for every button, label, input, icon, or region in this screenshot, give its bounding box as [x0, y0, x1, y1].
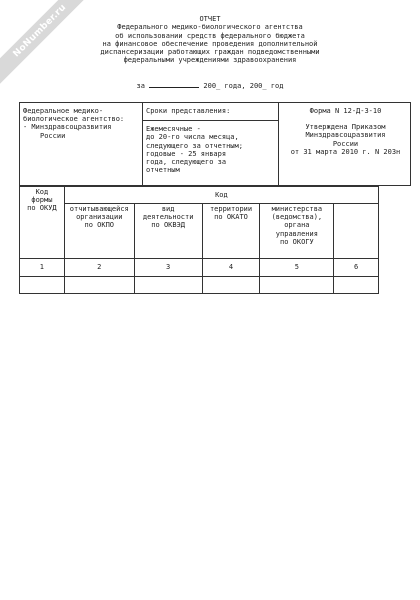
sender-cell — [20, 103, 143, 185]
sender-line: Федеральное медико- — [23, 107, 104, 115]
col-header-line: отчитывающейся — [69, 205, 129, 213]
deadlines-cell — [143, 103, 279, 185]
column-number: 4 — [202, 259, 260, 277]
approved-line: России — [332, 139, 359, 148]
deadline-line: до 20-го числа месяца, — [146, 133, 239, 142]
approved-line: Минздравсоцразвития — [305, 131, 386, 140]
table-header-row — [20, 187, 379, 204]
col-header-line: по ОКВЭД — [151, 221, 186, 230]
report-period — [0, 81, 420, 90]
table-row — [20, 277, 379, 294]
col-header-line: (ведомства), — [271, 213, 323, 222]
report-subtitle-line: федеральными учреждениями здравоохранения — [123, 56, 297, 65]
column-number: 5 — [260, 259, 334, 277]
code-header-cell: Код — [64, 187, 378, 204]
col-header-line: организации — [76, 213, 123, 222]
report-subtitle-line: об использовании средств федерального бюджета — [115, 31, 305, 40]
okved-header-cell — [134, 204, 202, 259]
form-cell — [279, 103, 412, 185]
period-mid: 200_ года, 200_ — [203, 82, 267, 90]
divider — [143, 120, 278, 121]
sender-line: - Минздравсоцразвития — [23, 123, 112, 132]
okud-header-line: Код — [35, 188, 49, 196]
deadlines-text — [143, 120, 278, 174]
approved-line: Утверждена Приказом — [305, 123, 386, 132]
col-header-line: по ОКПО — [84, 221, 115, 230]
deadline-line: отчетным — [146, 166, 180, 175]
report-title: ОТЧЕТ — [199, 15, 221, 23]
report-subtitle-line: Федерального медико-биологического агентства — [117, 23, 303, 32]
col-header-line: органа — [284, 221, 310, 230]
okud-header-line: формы — [31, 196, 53, 205]
okud-header-cell — [20, 187, 65, 259]
col-header-line: управления — [275, 229, 318, 238]
empty-header-cell — [334, 204, 379, 259]
deadlines-title: Сроки представления: — [146, 107, 231, 115]
code-table — [19, 186, 379, 294]
period-prefix: за — [136, 82, 145, 90]
table-cell — [20, 277, 65, 294]
deadline-line: следующего за отчетным; — [146, 141, 243, 150]
okpo-header-cell — [64, 204, 134, 259]
approved-line: от 31 марта 2010 г. N 203н — [290, 147, 401, 156]
table-cell — [64, 277, 134, 294]
okato-header-cell — [202, 204, 260, 259]
column-number: 3 — [134, 259, 202, 277]
okogu-header-cell — [260, 204, 334, 259]
period-suffix: год — [270, 82, 284, 90]
table-cell — [334, 277, 379, 294]
column-number: 1 — [20, 259, 65, 277]
report-subtitle-line: на финансовое обеспечение проведения дополнительной — [102, 39, 318, 48]
report-header — [60, 15, 360, 65]
deadline-line: годовые - 25 января — [146, 149, 227, 158]
table-cell — [260, 277, 334, 294]
period-blank — [149, 81, 199, 88]
col-header-line: министерства — [271, 205, 323, 213]
sender-line: России — [40, 131, 66, 140]
table-cell — [202, 277, 260, 294]
sender-line: биологическое агентство: — [23, 115, 125, 124]
col-header-line: вид — [161, 205, 175, 213]
col-header-line: по ОКОГУ — [280, 237, 314, 246]
info-table — [19, 102, 411, 186]
table-numbers-row — [20, 259, 379, 277]
form-number: Форма N 12-Д-3-10 — [309, 107, 382, 115]
table-subheader-row — [20, 204, 379, 259]
col-header-line: территории — [209, 205, 253, 213]
col-header-line: деятельности — [142, 213, 194, 222]
report-subtitle-line: диспансеризации работающих граждан подведомственными — [100, 48, 320, 57]
col-header-line: по ОКАТО — [214, 213, 248, 222]
column-number: 6 — [334, 259, 379, 277]
okud-header-line: по ОКУД — [27, 204, 57, 213]
watermark: NoNumber.ru — [0, 0, 90, 87]
deadline-line: года, следующего за — [146, 158, 227, 167]
table-cell — [134, 277, 202, 294]
column-number: 2 — [64, 259, 134, 277]
deadline-line: Ежемесячные - — [146, 125, 201, 134]
